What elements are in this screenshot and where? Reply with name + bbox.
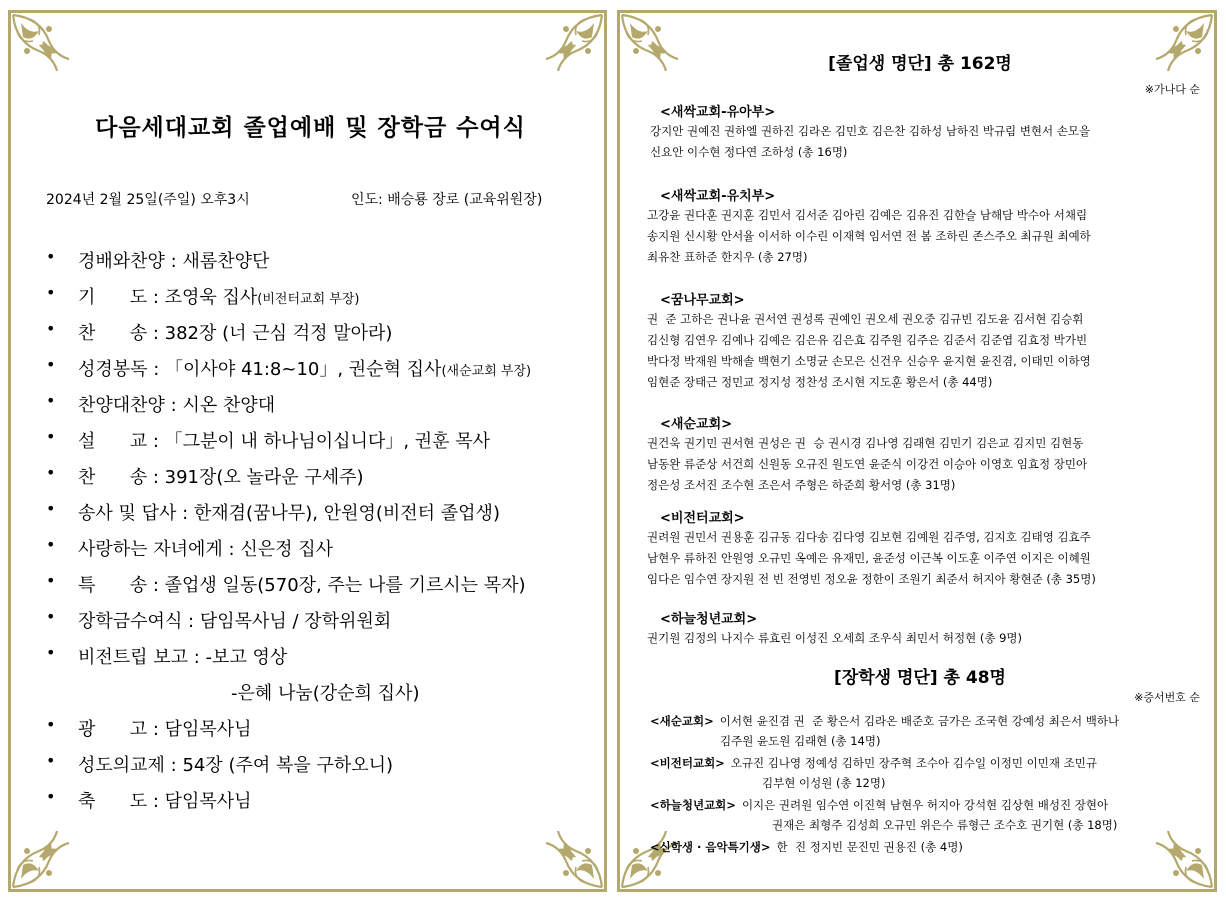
church-section-title: <새싹교회-유치부> (660, 189, 776, 204)
service-date: 2024년 2월 25일(주일) 오후3시 (46, 192, 250, 208)
name-line: 신요안 이수현 정다연 조하성 (총 16명) (650, 145, 848, 159)
order-item (41, 351, 606, 387)
order-item-note: (새순교회 부장) (441, 364, 532, 379)
name-line: 고강윤 권다훈 권지훈 김민서 김서준 김아린 김예은 김유진 김한슬 남해담 박수아 서채림 (647, 208, 1088, 222)
name-line: 한 진 정지빈 문진민 권용진 (총 4명) (776, 840, 963, 854)
order-item-text: 찬 송 : 382장 (너 근심 걱정 말아라) (78, 323, 393, 344)
order-item-text: 기 도 : 조영욱 집사(비전터교회 부장) (78, 287, 360, 308)
name-line: 김신형 김연우 김예나 김예은 김은유 김은효 김주원 김주은 김준서 김준엽 김효정 박가빈 (647, 333, 1088, 347)
order-item (41, 459, 606, 495)
scholarship-group-label: <신학생 · 음악특기생> (650, 840, 771, 854)
program-title: 다음세대교회 졸업예배 및 장학금 수여식 (95, 115, 526, 141)
bullet-icon: • (46, 607, 56, 626)
order-item-text: 설 교 : 「그분이 내 하나님이십니다」, 권훈 목사 (78, 431, 491, 452)
bullet-icon: • (46, 463, 56, 482)
name-line: 이지은 권려원 임수연 이진혁 남현우 허지아 강석현 김상현 배성진 장현아 (741, 798, 1109, 812)
bullet-icon: • (46, 319, 56, 338)
church-section-title: <새싹교회-유아부> (660, 105, 776, 120)
order-item-text: 비전트립 보고 : -보고 영상 (78, 647, 288, 668)
name-line: 오규진 김나영 정예성 김하민 장주혁 조수아 김수일 이정민 이민재 조민규 (730, 756, 1097, 770)
scholarship-group-label: <새순교회> (650, 714, 714, 728)
scholarship-group-label: <비전터교회> (650, 756, 725, 770)
scholarship-sort-note: ※증서번호 순 (1134, 691, 1200, 704)
bullet-icon: • (46, 499, 56, 518)
graduate-names (647, 433, 1187, 496)
name-line: 정은성 조서진 조수현 조은서 주형은 하준희 황서영 (총 31명) (647, 478, 956, 492)
name-line: 김주원 윤도원 김래현 (총 14명) (720, 734, 881, 748)
order-item-continuation: -은혜 나눔(강순희 집사) (231, 683, 420, 704)
graduate-names (650, 121, 1190, 163)
bullet-icon: • (46, 751, 56, 770)
scholarship-group-label: <하늘청년교회> (650, 798, 736, 812)
corner-ornament-icon (1152, 827, 1216, 891)
name-line: 권기원 김정의 나지수 류효린 이성진 오세희 조우식 최민서 허정현 (총 9명) (647, 631, 1023, 645)
order-item (41, 531, 606, 567)
bullet-icon: • (46, 643, 56, 662)
order-item (41, 279, 606, 315)
graduate-names (647, 527, 1187, 590)
graduate-names (647, 205, 1187, 268)
bullet-icon: • (46, 571, 56, 590)
scholarship-group (650, 795, 1117, 835)
name-line: 남동완 류준상 서건희 신원동 오규진 원도연 윤준식 이강건 이승아 이영호 임효정 장민아 (647, 457, 1088, 471)
bullet-icon: • (46, 391, 56, 410)
graduates-heading: [졸업생 명단] 총 162명 (828, 54, 1012, 74)
church-section-title: <새순교회> (660, 417, 733, 432)
program-page (8, 10, 607, 892)
corner-ornament-icon (9, 827, 73, 891)
scholarship-group (650, 753, 1097, 793)
bullet-icon: • (46, 535, 56, 554)
order-item (41, 675, 606, 711)
order-item-text: 축 도 : 담임목사님 (78, 791, 252, 812)
corner-ornament-icon (9, 11, 73, 75)
order-item (41, 639, 606, 675)
order-item (41, 783, 606, 819)
name-line: 임다은 임수연 장지원 전 빈 전영빈 정오윤 정한이 조원기 최준서 허지아 황현준 (총 35명) (647, 572, 1096, 586)
order-item (41, 423, 606, 459)
graduate-names (647, 628, 1187, 649)
order-item-text: 찬 송 : 391장(오 놀라운 구세주) (78, 467, 364, 488)
order-item (41, 747, 606, 783)
order-item (41, 315, 606, 351)
church-section-title: <하늘청년교회> (660, 612, 758, 627)
order-item (41, 495, 606, 531)
church-section-title: <꿈나무교회> (660, 293, 745, 308)
order-item-text: 성도의교제 : 54장 (주여 복을 구하오니) (78, 755, 394, 776)
graduates-sort-note: ※가나다 순 (1144, 83, 1200, 96)
service-leader: 인도: 배승룡 장로 (교육위원장) (351, 192, 543, 208)
roster-page (617, 10, 1217, 892)
order-of-service (41, 243, 606, 819)
bullet-icon: • (46, 715, 56, 734)
order-item-text: 성경봉독 : 「이사야 41:8~10」, 권순혁 집사(새순교회 부장) (78, 359, 532, 380)
name-line: 김부현 이성원 (총 12명) (762, 776, 886, 790)
graduate-names (647, 309, 1187, 393)
order-item (41, 243, 606, 279)
order-item-text: 광 고 : 담임목사님 (78, 719, 252, 740)
order-item-text: 송사 및 답사 : 한재겸(꿈나무), 안원영(비전터 졸업생) (78, 503, 500, 524)
name-line: 권건욱 권기민 권서현 권성은 권 승 권시경 김나영 김래현 김민기 김은교 김지민 김현동 (647, 436, 1084, 450)
church-section-title: <비전터교회> (660, 511, 745, 526)
name-line: 남현우 류하진 안원영 오규민 옥예은 유재민, 윤준성 이근복 이도훈 이주연 이지은 이혜원 (647, 551, 1091, 565)
scholarship-heading: [장학생 명단] 총 48명 (834, 668, 1006, 688)
order-item-text: 경배와찬양 : 새롬찬양단 (78, 251, 270, 272)
bullet-icon: • (46, 355, 56, 374)
order-item (41, 603, 606, 639)
bullet-icon: • (46, 427, 56, 446)
name-line: 임현준 장태근 정민교 정지성 정찬성 조시현 지도훈 황은서 (총 44명) (647, 375, 993, 389)
order-item-text: 사랑하는 자녀에게 : 신은정 집사 (78, 539, 333, 560)
name-line: 박다정 박재원 박해솔 백현기 소명균 손모은 신건우 신승우 윤지현 윤진겸, 이태민 이하영 (647, 354, 1091, 368)
name-line: 권재은 최형주 김성희 오규민 위은수 류형근 조수호 권기현 (총 18명) (772, 818, 1118, 832)
corner-ornament-icon (542, 827, 606, 891)
name-line: 최유찬 표하준 한지우 (총 27명) (647, 250, 808, 264)
name-line: 권 준 고하은 권나윤 권서연 권성록 권예인 권오세 권오중 김규빈 김도윤 김서현 김승휘 (647, 312, 1084, 326)
name-line: 강지안 권예진 권하엘 권하진 김라온 김민호 김은찬 김하성 남하진 박규림 변현서 손모을 (650, 124, 1091, 138)
corner-ornament-icon (542, 11, 606, 75)
order-item-text: 찬양대찬양 : 시온 찬양대 (78, 395, 276, 416)
order-item (41, 711, 606, 747)
scholarship-group (650, 837, 963, 857)
order-item-text: 특 송 : 졸업생 일동(570장, 주는 나를 기르시는 목자) (78, 575, 526, 596)
name-line: 송지원 신시황 안서율 이서하 이수린 이재혁 임서연 전 봄 조하린 존스주오 최규원 최예하 (647, 229, 1091, 243)
bullet-icon: • (46, 787, 56, 806)
name-line: 권려원 권민서 권용훈 김규동 김다송 김다영 김보현 김예원 김주영, 김지호 김태영 김효주 (647, 530, 1091, 544)
order-item (41, 387, 606, 423)
order-item (41, 567, 606, 603)
order-item-note: (비전터교회 부장) (257, 292, 360, 307)
scholarship-group (650, 711, 1119, 751)
bullet-icon: • (46, 247, 56, 266)
bullet-icon: • (46, 283, 56, 302)
name-line: 이서현 윤진겸 권 준 황은서 김라온 배준호 금가은 조국현 강예성 최은서 백하나 (719, 714, 1120, 728)
order-item-text: 장학금수여식 : 담임목사님 / 장학위원회 (78, 611, 392, 632)
